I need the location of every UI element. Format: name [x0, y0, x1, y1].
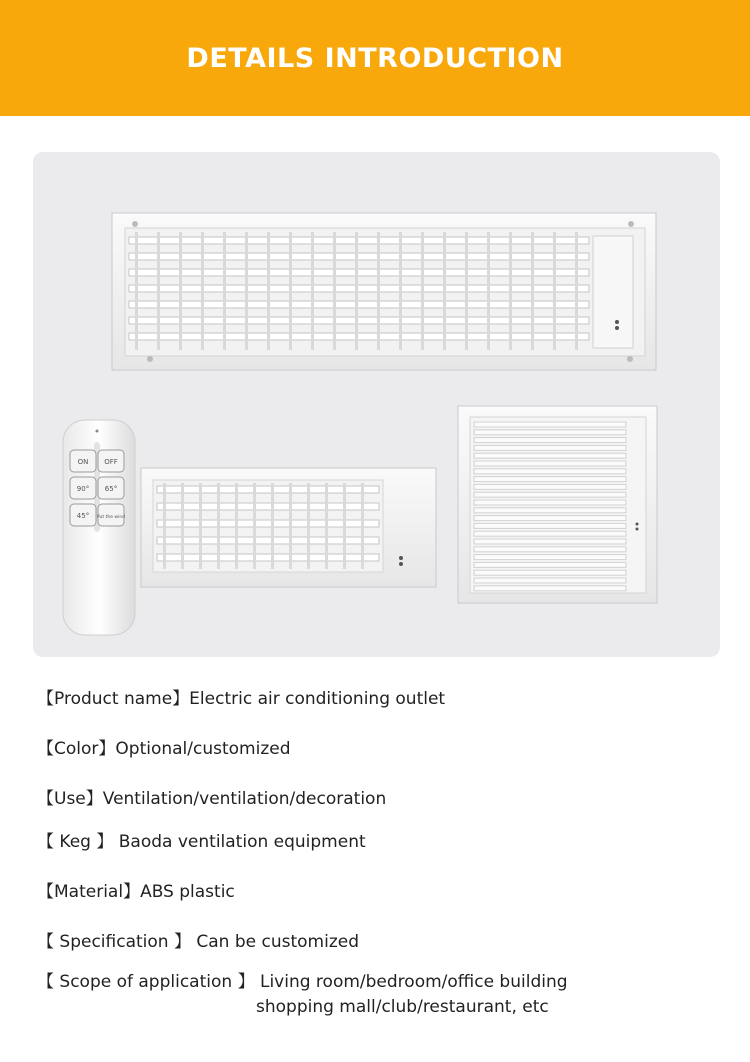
grille-blade	[163, 483, 166, 569]
grille-blade	[289, 232, 292, 350]
spec-label: 【Color】	[37, 739, 116, 759]
grille-blade	[474, 477, 626, 482]
grille-blade	[157, 232, 160, 350]
spec-row	[37, 827, 366, 852]
grille-blade	[465, 232, 468, 350]
grille-blade	[245, 232, 248, 350]
square-grille	[458, 406, 657, 603]
grille-blade	[355, 232, 358, 350]
grille-blade	[361, 483, 364, 569]
grille-blade	[311, 232, 314, 350]
grille-blade	[474, 547, 626, 552]
grille-blade	[474, 430, 626, 435]
product-photo	[33, 152, 720, 657]
grille-blade	[201, 232, 204, 350]
remote-control	[63, 420, 135, 635]
grille-blade	[129, 317, 589, 324]
spec-value: Ventilation/ventilation/decoration	[102, 789, 387, 809]
spec-value: Electric air conditioning outlet	[189, 689, 446, 709]
grille-blade	[179, 232, 182, 350]
page-title: DETAILS INTRODUCTION	[186, 42, 564, 74]
spec-label: 【Use】	[37, 789, 103, 809]
grille-blade	[377, 232, 380, 350]
grille-blade	[474, 531, 626, 536]
grille-blade	[553, 232, 556, 350]
spec-value-continuation: shopping mall/club/restaurant, etc	[256, 997, 549, 1017]
spec-value: Can be customized	[190, 932, 359, 952]
grille-blade	[474, 492, 626, 497]
grille-blade	[199, 483, 202, 569]
remote-button-label: 45°	[76, 512, 90, 520]
grille-blade	[474, 562, 626, 567]
remote-button-label: 90°	[76, 485, 90, 493]
grille-blade	[421, 232, 424, 350]
grille-blade	[474, 438, 626, 443]
grille-blade	[129, 269, 589, 276]
spec-row	[37, 784, 386, 809]
spec-label: 【Material】	[37, 882, 141, 902]
remote-button-label: ON	[77, 458, 89, 466]
grille-blade	[289, 483, 292, 569]
grille-blade	[129, 253, 589, 260]
grille-blade	[474, 555, 626, 560]
grille-blade	[474, 461, 626, 466]
grille-blade	[333, 232, 336, 350]
grille-blade	[235, 483, 238, 569]
grille-blade	[531, 232, 534, 350]
grille-blade	[217, 483, 220, 569]
grille-blade	[474, 508, 626, 513]
product-illustration	[33, 152, 720, 657]
grille-blade	[474, 500, 626, 505]
spec-row	[37, 927, 359, 952]
remote-button-label: 65°	[104, 485, 118, 493]
grille-blade	[474, 578, 626, 583]
grille-blade	[474, 523, 626, 528]
spec-label: 【 Keg 】	[37, 832, 114, 852]
grille-blade	[325, 483, 328, 569]
large-grille	[112, 213, 656, 370]
grille-blade	[399, 232, 402, 350]
grille-blade	[575, 232, 578, 350]
grille-blade	[223, 232, 226, 350]
spec-row	[37, 967, 568, 992]
grille-blade	[307, 483, 310, 569]
grille-blade	[474, 445, 626, 450]
spec-row	[37, 684, 445, 709]
grille-blade	[474, 484, 626, 489]
grille-blade	[474, 539, 626, 544]
grille-blade	[474, 422, 626, 427]
spec-label: 【 Specification 】	[37, 932, 191, 952]
spec-label: 【Product name】	[37, 689, 190, 709]
grille-blade	[135, 232, 138, 350]
grille-blade	[129, 237, 589, 244]
grille-blade	[267, 232, 270, 350]
grille-blade	[129, 285, 589, 292]
grille-blade	[474, 453, 626, 458]
spec-value: ABS plastic	[140, 882, 235, 902]
grille-blade	[509, 232, 512, 350]
header-banner	[0, 0, 750, 116]
grille-blade	[474, 469, 626, 474]
grille-blade	[474, 586, 626, 591]
spec-label: 【 Scope of application 】	[37, 972, 255, 992]
grille-blade	[129, 333, 589, 340]
grille-blade	[253, 483, 256, 569]
spec-value: Baoda ventilation equipment	[113, 832, 366, 852]
medium-grille	[141, 468, 436, 587]
grille-blade	[181, 483, 184, 569]
grille-blade	[271, 483, 274, 569]
grille-blade	[129, 301, 589, 308]
grille-blade	[474, 516, 626, 521]
grille-blade	[343, 483, 346, 569]
spec-value: Optional/customized	[115, 739, 291, 759]
grille-blade	[487, 232, 490, 350]
remote-button-label: Put the wind	[96, 515, 126, 520]
grille-blade	[443, 232, 446, 350]
remote-button-label: OFF	[104, 458, 118, 466]
spec-row	[37, 734, 291, 759]
spec-row	[37, 877, 235, 902]
spec-value: Living room/bedroom/office building	[254, 972, 568, 992]
grille-blade	[474, 570, 626, 575]
